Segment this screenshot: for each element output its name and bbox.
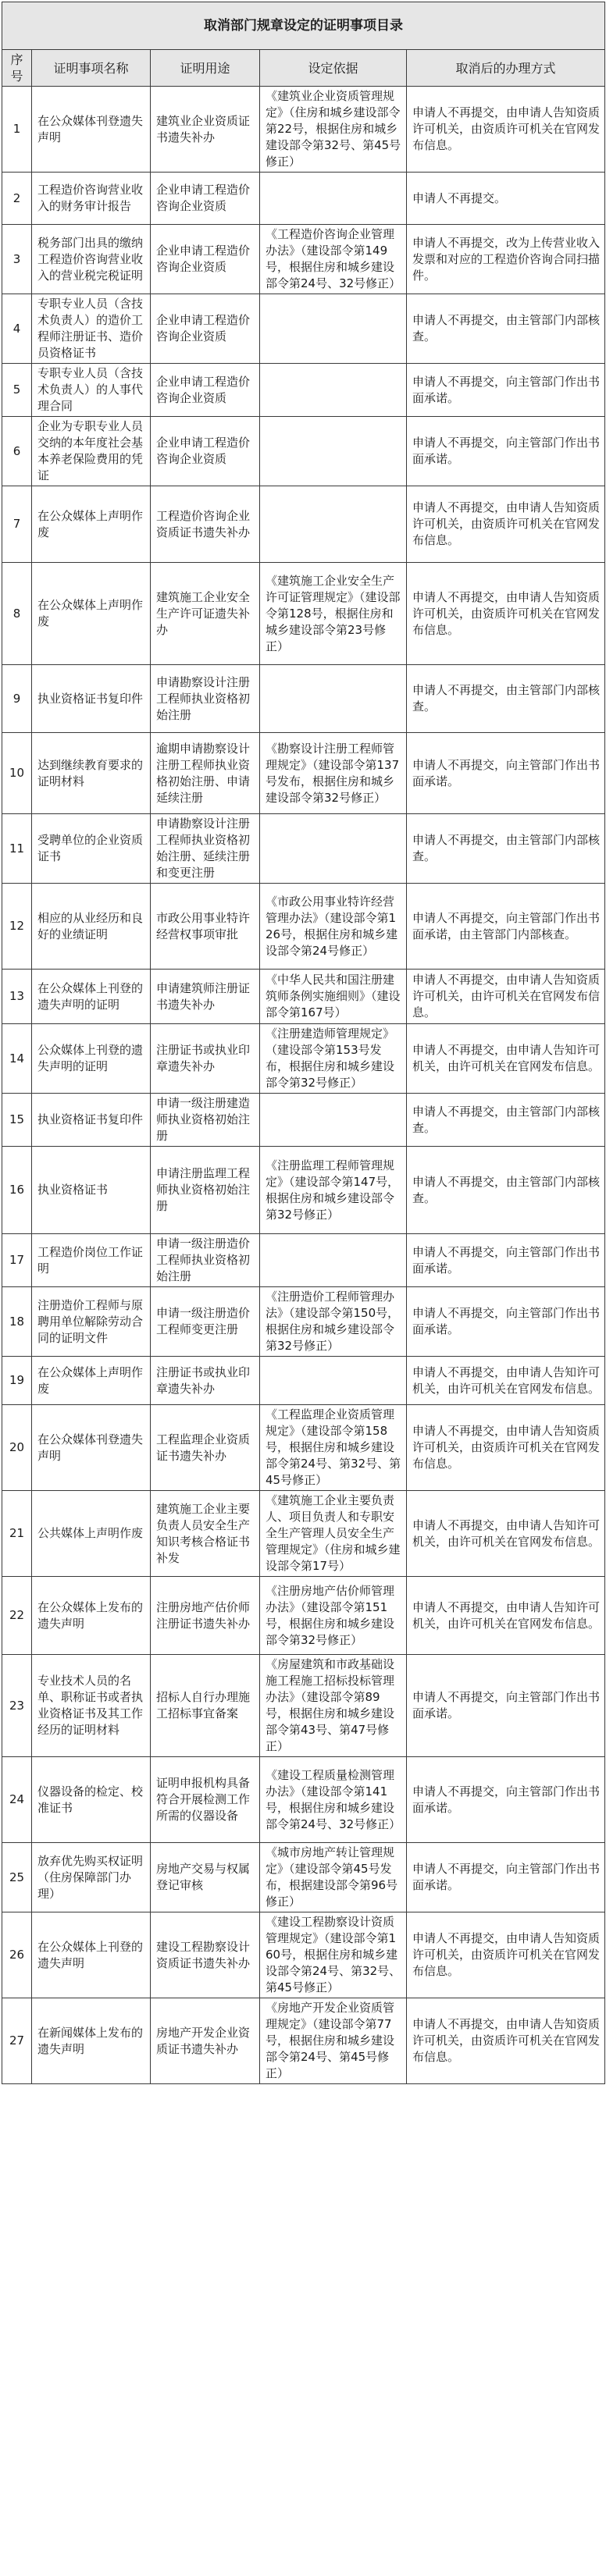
cell-no: 10 [2,733,32,814]
table-row [2,1912,605,1998]
cell-basis: 《建筑业企业资质管理规定》（住房和城乡建设部令第22号，根据住房和城乡建设部令第32号、第45号修正） [260,87,407,173]
table-row [2,1024,605,1094]
cell-use: 建筑业企业资质证书遗失补办 [151,87,260,173]
cell-name: 达到继续教育要求的证明材料 [32,733,151,814]
table-row [2,486,605,563]
cell-use: 工程监理企业资质证书遗失补办 [151,1405,260,1491]
table-row [2,1357,605,1405]
cell-no: 2 [2,173,32,225]
header-name: 证明事项名称 [32,50,151,87]
cell-basis [260,1094,407,1147]
cell-method: 申请人不再提交，由申请人告知资质许可机关，由许可机关在官网发布信息。 [407,970,605,1024]
cell-name: 工程造价岗位工作证明 [32,1234,151,1287]
cell-no: 21 [2,1491,32,1577]
cell-name: 税务部门出具的缴纳工程造价咨询营业收入的营业税完税证明 [32,225,151,294]
table-row [2,1757,605,1843]
cell-basis: 《勘察设计注册工程师管理规定》（建设部令第137号发布，根据住房和城乡建设部令第32号修正） [260,733,407,814]
cell-name: 相应的从业经历和良好的业绩证明 [32,884,151,970]
cell-no: 15 [2,1094,32,1147]
cell-method: 申请人不再提交，由主管部门内部核查。 [407,814,605,884]
cell-method: 申请人不再提交，由申请人告知许可机关，由许可机关在官网发布信息。 [407,1357,605,1405]
cell-method: 申请人不再提交，由申请人告知许可机关，由许可机关在官网发布信息。 [407,1024,605,1094]
cell-use: 申请一级注册建造师执业资格初始注册 [151,1094,260,1147]
cell-name: 在公众媒体上声明作废 [32,486,151,563]
cell-use: 申请一级注册造价工程师执业资格初始注册 [151,1234,260,1287]
cell-use: 注册房地产估价师注册证书遗失补办 [151,1577,260,1655]
cell-no: 5 [2,364,32,417]
table-row [2,1843,605,1912]
cell-no: 14 [2,1024,32,1094]
cell-use: 企业申请工程造价咨询企业资质 [151,417,260,486]
table-row [2,1405,605,1491]
cell-basis: 《城市房地产转让管理规定》（建设部令第45号发布，根据建设部令第96号修正） [260,1843,407,1912]
cell-use: 企业申请工程造价咨询企业资质 [151,225,260,294]
cell-basis: 《注册房地产估价师管理办法》（建设部令第151号，根据住房和城乡建设部令第32号修正） [260,1577,407,1655]
cell-basis [260,417,407,486]
table-row [2,814,605,884]
cell-basis: 《房地产开发企业资质管理规定》（建设部令第77号，根据住房和城乡建设部令第24号、第45号修正） [260,1998,407,2084]
cell-no: 18 [2,1287,32,1357]
cell-method: 申请人不再提交，由申请人告知资质许可机关，由资质许可机关在官网发布信息。 [407,1405,605,1491]
cell-method: 申请人不再提交，向主管部门作出书面承诺。 [407,1287,605,1357]
cell-basis: 《建筑施工企业安全生产许可证管理规定》（建设部令第128号，根据住房和城乡建设部令第23号修正） [260,563,407,665]
cell-no: 24 [2,1757,32,1843]
cell-use: 申请建筑师注册证书遗失补办 [151,970,260,1024]
cell-name: 专业技术人员的名单、职称证书或者执业资格证书及其工作经历的证明材料 [32,1655,151,1757]
table-row [2,1147,605,1234]
cell-no: 17 [2,1234,32,1287]
cell-name: 专职专业人员（含技术负责人）的造价工程师注册证书、造价员资格证书 [32,294,151,364]
cell-method: 申请人不再提交，向主管部门作出书面承诺。 [407,364,605,417]
cell-use: 工程造价咨询企业资质证书遗失补办 [151,486,260,563]
header-no: 序号 [2,50,32,87]
cell-name: 执业资格证书复印件 [32,665,151,733]
header-method: 取消后的办理方式 [407,50,605,87]
cell-no: 1 [2,87,32,173]
cell-no: 8 [2,563,32,665]
cell-method: 申请人不再提交，由主管部门内部核查。 [407,294,605,364]
cell-use: 市政公用事业特许经营权事项审批 [151,884,260,970]
cell-method: 申请人不再提交。 [407,173,605,225]
cell-method: 申请人不再提交，由申请人告知资质许可机关，由资质许可机关在官网发布信息。 [407,1998,605,2084]
cell-method: 申请人不再提交，由申请人告知许可机关，由许可机关在官网发布信息。 [407,1577,605,1655]
table-title: 取消部门规章设定的证明事项目录 [2,2,605,50]
cell-method: 申请人不再提交，由申请人告知许可机关，由许可机关在官网发布信息。 [407,1491,605,1577]
cell-no: 20 [2,1405,32,1491]
cell-method: 申请人不再提交，由主管部门内部核查。 [407,1147,605,1234]
table-row [2,1998,605,2084]
cell-use: 注册证书或执业印章遗失补办 [151,1357,260,1405]
cell-use: 建筑施工企业主要负责人员安全生产知识考核合格证书补发 [151,1491,260,1577]
cell-no: 9 [2,665,32,733]
document-page [0,2,606,2576]
cell-method: 申请人不再提交，向主管部门作出书面承诺。 [407,1234,605,1287]
cell-name: 专职专业人员（含技术负责人）的人事代理合同 [32,364,151,417]
table-row [2,1234,605,1287]
table-row [2,1094,605,1147]
table-row [2,1491,605,1577]
table-header-row [2,50,605,87]
cell-name: 仪器设备的检定、校准证书 [32,1757,151,1843]
table-row [2,665,605,733]
cell-use: 企业申请工程造价咨询企业资质 [151,364,260,417]
table-row [2,970,605,1024]
cell-use: 企业申请工程造价咨询企业资质 [151,173,260,225]
table-row [2,364,605,417]
cell-no: 16 [2,1147,32,1234]
cell-use: 企业申请工程造价咨询企业资质 [151,294,260,364]
cell-basis: 《工程监理企业资质管理规定》（建设部令第158号，根据住房和城乡建设部令第24号、第32号、第45号修正） [260,1405,407,1491]
cell-no: 26 [2,1912,32,1998]
cell-method: 申请人不再提交，由主管部门内部核查。 [407,1094,605,1147]
cell-method: 申请人不再提交，向主管部门作出书面承诺。 [407,733,605,814]
cell-name: 执业资格证书复印件 [32,1094,151,1147]
cell-method: 申请人不再提交，由主管部门内部核查。 [407,665,605,733]
cell-use: 招标人自行办理施工招标事宜备案 [151,1655,260,1757]
table-row [2,225,605,294]
header-use: 证明用途 [151,50,260,87]
cell-method: 申请人不再提交，向主管部门作出书面承诺。 [407,1655,605,1757]
cell-method: 申请人不再提交，由申请人告知资质许可机关，由资质许可机关在官网发布信息。 [407,1912,605,1998]
cell-no: 6 [2,417,32,486]
cell-no: 12 [2,884,32,970]
cell-no: 7 [2,486,32,563]
table-row [2,884,605,970]
cell-use: 申请勘察设计注册工程师执业资格初始注册 [151,665,260,733]
table-row [2,173,605,225]
cell-method: 申请人不再提交，由申请人告知资质许可机关，由资质许可机关在官网发布信息。 [407,563,605,665]
cell-no: 23 [2,1655,32,1757]
cell-basis: 《建设工程质量检测管理办法》（建设部令第141号，根据住房和城乡建设部令第24号、32号修正） [260,1757,407,1843]
cell-name: 在公众媒体上刊登的遗失声明 [32,1912,151,1998]
cell-basis: 《注册监理工程师管理规定》（建设部令第147号，根据住房和城乡建设部令第32号修正） [260,1147,407,1234]
cell-use: 申请注册监理工程师执业资格初始注册 [151,1147,260,1234]
cell-no: 19 [2,1357,32,1405]
table-row [2,417,605,486]
cell-no: 11 [2,814,32,884]
cell-no: 27 [2,1998,32,2084]
cell-use: 建筑施工企业安全生产许可证遗失补办 [151,563,260,665]
cell-name: 在新闻媒体上发布的遗失声明 [32,1998,151,2084]
cell-name: 在公众媒体上声明作废 [32,563,151,665]
cell-no: 3 [2,225,32,294]
cell-name: 工程造价咨询营业收入的财务审计报告 [32,173,151,225]
certificate-catalog-table [2,2,605,2084]
cell-name: 放弃优先购买权证明（住房保障部门办理） [32,1843,151,1912]
cell-basis [260,814,407,884]
table-row [2,87,605,173]
cell-basis [260,364,407,417]
cell-name: 执业资格证书 [32,1147,151,1234]
cell-name: 在公众媒体上发布的遗失声明 [32,1577,151,1655]
cell-no: 22 [2,1577,32,1655]
cell-name: 在公众媒体刊登遗失声明 [32,87,151,173]
cell-basis [260,1357,407,1405]
cell-basis [260,486,407,563]
header-basis: 设定依据 [260,50,407,87]
cell-basis: 《工程造价咨询企业管理办法》（建设部令第149号，根据住房和城乡建设部令第24号、32号修正） [260,225,407,294]
table-row [2,1577,605,1655]
cell-name: 注册造价工程师与原聘用单位解除劳动合同的证明文件 [32,1287,151,1357]
cell-name: 在公众媒体上刊登的遗失声明的证明 [32,970,151,1024]
cell-use: 建设工程勘察设计资质证书遗失补办 [151,1912,260,1998]
cell-use: 房地产交易与权属登记审核 [151,1843,260,1912]
cell-basis: 《建设工程勘察设计资质管理规定》（建设部令第160号，根据住房和城乡建设部令第24号、第32号、第45号修正） [260,1912,407,1998]
cell-name: 公共媒体上声明作废 [32,1491,151,1577]
cell-name: 在公众媒体刊登遗失声明 [32,1405,151,1491]
cell-method: 申请人不再提交，由申请人告知资质许可机关，由资质许可机关在官网发布信息。 [407,486,605,563]
table-row [2,733,605,814]
cell-basis [260,294,407,364]
table-row [2,294,605,364]
cell-method: 申请人不再提交，向主管部门作出书面承诺。 [407,417,605,486]
cell-basis: 《建筑施工企业主要负责人、项目负责人和专职安全生产管理人员安全生产管理规定》（住房和城乡建设部令第17号） [260,1491,407,1577]
cell-basis [260,1234,407,1287]
table-row [2,1287,605,1357]
cell-method: 申请人不再提交，由申请人告知资质许可机关，由资质许可机关在官网发布信息。 [407,87,605,173]
cell-method: 申请人不再提交，向主管部门作出书面承诺。 [407,1843,605,1912]
cell-use: 房地产开发企业资质证书遗失补办 [151,1998,260,2084]
cell-basis: 《市政公用事业特许经营管理办法》（建设部令第126号，根据住房和城乡建设部令第24号修正） [260,884,407,970]
cell-basis: 《注册造价工程师管理办法》（建设部令第150号，根据住房和城乡建设部令第32号修正） [260,1287,407,1357]
cell-name: 企业为专职专业人员交纳的本年度社会基本养老保险费用的凭证 [32,417,151,486]
cell-name: 在公众媒体上声明作废 [32,1357,151,1405]
cell-use: 逾期申请勘察设计注册工程师执业资格初始注册、申请延续注册 [151,733,260,814]
cell-use: 证明申报机构具备符合开展检测工作所需的仪器设备 [151,1757,260,1843]
cell-basis: 《房屋建筑和市政基础设施工程施工招标投标管理办法》（建设部令第89号，根据住房和城乡建设部令第43号、第47号修正） [260,1655,407,1757]
cell-basis: 《注册建造师管理规定》（建设部令第153号发布，根据住房和城乡建设部令第32号修正） [260,1024,407,1094]
cell-use: 申请勘察设计注册工程师执业资格初始注册、延续注册和变更注册 [151,814,260,884]
cell-use: 注册证书或执业印章遗失补办 [151,1024,260,1094]
cell-method: 申请人不再提交，改为上传营业收入发票和对应的工程造价咨询合同扫描件。 [407,225,605,294]
cell-method: 申请人不再提交，向主管部门作出书面承诺。 [407,1757,605,1843]
cell-basis: 《中华人民共和国注册建筑师条例实施细则》（建设部令第167号） [260,970,407,1024]
table-row [2,1655,605,1757]
cell-no: 13 [2,970,32,1024]
cell-method: 申请人不再提交，向主管部门作出书面承诺，由主管部门内部核查。 [407,884,605,970]
cell-no: 4 [2,294,32,364]
cell-no: 25 [2,1843,32,1912]
cell-use: 申请一级注册造价工程师变更注册 [151,1287,260,1357]
cell-basis [260,173,407,225]
table-row [2,563,605,665]
cell-basis [260,665,407,733]
cell-name: 受聘单位的企业资质证书 [32,814,151,884]
cell-name: 公众媒体上刊登的遗失声明的证明 [32,1024,151,1094]
